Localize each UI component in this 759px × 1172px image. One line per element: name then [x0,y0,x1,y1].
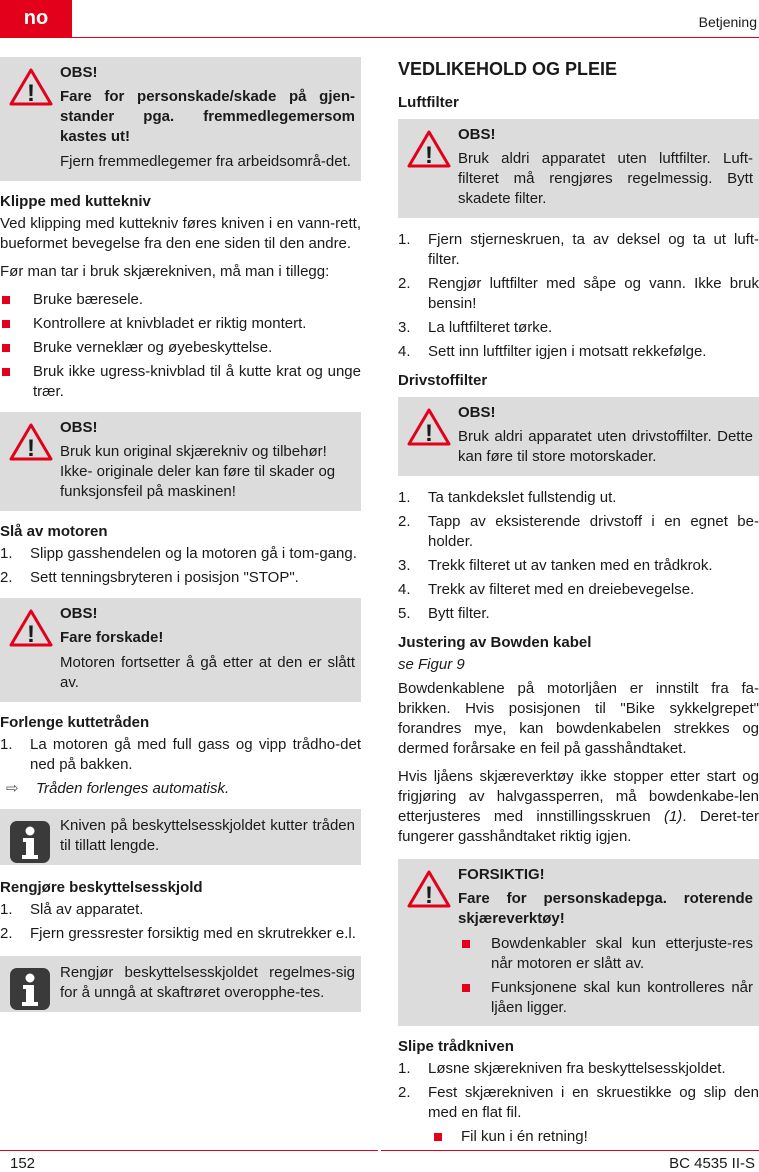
warning-emphasis: Fare forskade! [60,629,164,646]
bullet-list [458,934,753,1018]
info-box [0,809,361,865]
list-item: Bruk ikke ugress-knivblad til å kutte krat og unge trær. [0,362,361,402]
list-item: 2. Sett tenningsbryteren i posisjon "STOP". [0,569,299,586]
warning-box [398,397,759,476]
header-rule [72,37,759,38]
svg-text:!: ! [425,142,433,168]
list-item: 1. Løsne skjærekniven fra beskyttelsesskjoldet. [398,1060,726,1077]
info-icon [9,967,51,1011]
warning-title: OBS! [458,404,496,421]
warning-title: OBS! [458,126,496,143]
svg-text:!: ! [27,80,35,106]
list-item: 1. Fjern stjerneskruen, ta av deksel og ta ut luft-filter. [398,231,759,268]
warning-triangle-icon [9,609,53,647]
numbered-list [398,1059,759,1123]
bullet-icon [2,320,10,328]
footer-rule [381,1150,759,1151]
warning-title: OBS! [60,605,98,622]
list-item: 2. Tapp av eksisterende drivstoff i en egnet be-holder. [398,513,759,550]
paragraph: Før man tar i bruk skjærekniven, må man i tillegg: [0,263,330,280]
callout-number: (1) [663,808,683,825]
list-item: 1. La motoren gå med full gass og vipp trådho-det ned på bakken. [0,736,361,773]
section-heading: Forlenge kuttetråden [0,714,150,731]
warning-triangle-icon [9,68,53,106]
warning-title: OBS! [60,64,98,81]
paragraph: Bowdenkablene på motorljåen er innstilt fra fa-brikken. Hvis posisjonen til "Bike sykkelgrepet" forandres mye, kan bowdenkabelen strekkes og dermed forårsake en feil på gasshåndtaket. [398,680,759,757]
section-heading: Luftfilter [398,94,459,111]
warning-emphasis: Fare for personskadepga. roterende skjæreverktøy! [458,890,753,927]
warning-text: Fjern fremmedlegemer fra arbeidsområ-det. [60,153,351,170]
numbered-list [398,488,759,624]
list-item: Bowdenkabler skal kun etterjuste-res når motoren er slått av. [458,934,753,974]
language-tab: no [0,0,72,38]
list-item: 1. Ta tankdekslet fullstendig ut. [398,489,617,506]
list-item: 3. La luftfilteret tørke. [398,319,553,336]
section-heading: Drivstoffilter [398,372,488,389]
list-item: 4. Sett inn luftfilter igjen i motsatt rekkefølge. [398,343,707,360]
bullet-icon [2,296,10,304]
warning-box [398,119,759,218]
bullet-icon [2,344,10,352]
paragraph: Ved klipping med kuttekniv føres kniven i en vann-rett, bueformet bevegelse fra den ene siden til den andre. [0,215,361,252]
bullet-list [398,1127,759,1147]
warning-box [0,598,361,702]
info-icon [9,820,51,864]
list-item: 1. Slå av apparatet. [0,901,144,918]
warning-triangle-icon [407,408,451,446]
numbered-list [398,230,759,362]
list-item: Bruke bæresele. [0,290,361,310]
list-item: 1. Slipp gasshendelen og la motoren gå i tom-gang. [0,545,357,562]
list-item: Fil kun i én retning! [398,1127,759,1147]
section-heading: Klippe med kuttekniv [0,193,151,210]
section-title: Betjening [698,14,757,30]
warning-box [0,57,361,181]
info-box [0,956,361,1012]
list-item: 2. Fjern gressrester forsiktig med en skrutrekker e.l. [0,925,356,942]
section-heading: Slå av motoren [0,523,108,540]
model-name: BC 4535 II-S [669,1155,755,1172]
footer-rule [0,1150,378,1151]
numbered-list [0,900,361,944]
bullet-list [0,290,361,402]
section-heading: Rengjøre beskyttelsesskjold [0,879,203,896]
result-line: ⇨ Tråden forlenges automatisk. [6,780,230,797]
numbered-list [0,735,361,775]
figure-reference: se Figur 9 [398,656,465,673]
svg-text:!: ! [27,621,35,647]
warning-text: Motoren fortsetter å gå etter at den er slått av. [60,654,355,691]
warning-emphasis: Fare for personskade/skade på gjen-stander pga. fremmedlegemersom kastes ut! [60,88,355,145]
bullet-icon [462,940,470,948]
left-column [0,57,361,1024]
list-item: 2. Rengjør luftfilter med såpe og vann. Ikke bruk bensin! [398,275,759,312]
list-item: Kontrollere at knivbladet er riktig montert. [0,314,361,334]
svg-text:!: ! [425,882,433,908]
chapter-heading: VEDLIKEHOLD OG PLEIE [398,59,618,79]
list-item: 5. Bytt filter. [398,605,490,622]
caution-box [398,859,759,1026]
warning-text: Bruk aldri apparatet uten luftfilter. Luft-filteret må rengjøres regelmessig. Bytt skadete filter. [458,150,753,207]
list-item: Funksjonene skal kun kontrolleres når ljåen ligger. [458,978,753,1018]
right-column [398,57,759,1157]
svg-text:!: ! [425,420,433,446]
paragraph: Hvis ljåens skjæreverktøy ikke stopper etter start og frigjøring av halvgassperren, må bowdenkabe-len etterjusteres med innstillingsskruen (1). Deret-ter fungerer gasshåndtaket riktig igjen. [398,768,759,845]
section-heading: Justering av Bowden kabel [398,634,592,651]
section-heading: Slipe trådkniven [398,1038,514,1055]
info-text: Rengjør beskyttelsesskjoldet regelmes-sig for å unngå at skaftrøret overopphe-tes. [60,964,355,1001]
page-number: 152 [10,1155,36,1172]
svg-text:!: ! [27,435,35,461]
warning-triangle-icon [407,130,451,168]
list-item: 4. Trekk av filteret med en dreiebevegelse. [398,581,695,598]
numbered-list [0,544,361,588]
bullet-icon [434,1133,442,1141]
list-item: Bruke verneklær og øyebeskyttelse. [0,338,361,358]
result-arrow-icon: ⇨ [6,780,19,797]
bullet-icon [2,368,10,376]
bullet-icon [462,984,470,992]
list-item: 3. Trekk filteret ut av tanken med en trådkrok. [398,557,713,574]
warning-title: FORSIKTIG! [458,866,545,883]
warning-title: OBS! [60,419,98,436]
warning-triangle-icon [407,870,451,908]
list-item: 2. Fest skjærekniven i en skruestikke og slip den med en flat fil. [398,1084,759,1121]
warning-text: Bruk aldri apparatet uten drivstoffilter. Dette kan føre til store motorskader. [458,428,753,465]
warning-box [0,412,361,511]
warning-triangle-icon [9,423,53,461]
info-text: Kniven på beskyttelsesskjoldet kutter tråden til tillatt lengde. [60,817,355,854]
warning-text: Bruk kun original skjærekniv og tilbehør! Ikke- originale deler kan føre til skader og funksjonsfeil på maskinen! [60,443,336,500]
